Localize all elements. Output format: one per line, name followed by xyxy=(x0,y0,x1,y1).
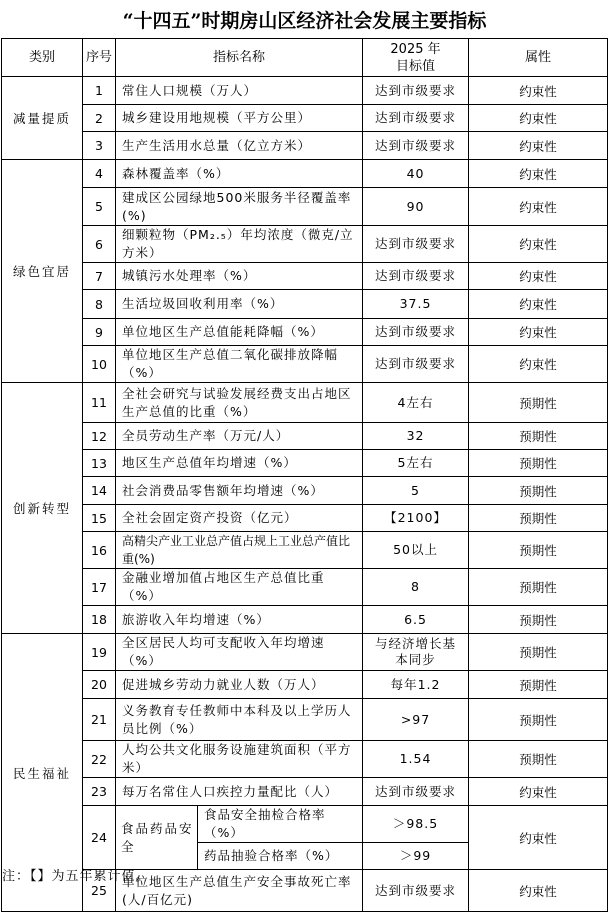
table-row xyxy=(2,160,608,188)
indicator-name: 促进城乡劳动力就业人数（万人） xyxy=(116,671,363,699)
indicator-name: 常住人口规模（万人） xyxy=(116,77,363,105)
category-cell: 绿色宜居 xyxy=(2,160,83,383)
target-value: 40 xyxy=(363,160,469,188)
attribute-value: 约束性 xyxy=(469,778,608,806)
row-number: 17 xyxy=(83,569,116,606)
indicator-name: 金融业增加值占地区生产总值比重（%） xyxy=(116,569,363,606)
indicator-name: 森林覆盖率（%） xyxy=(116,160,363,188)
target-value: 每年1.2 xyxy=(363,671,469,699)
target-value: 6.5 xyxy=(363,606,469,634)
attribute-value: 预期性 xyxy=(469,423,608,450)
indicator-name: 细颗粒物（PM₂.₅）年均浓度（微克/立方米） xyxy=(116,226,363,263)
target-value: 达到市级要求 xyxy=(363,226,469,263)
target-value: 50以上 xyxy=(363,532,469,569)
indicator-name: 全区居民人均可支配收入年均增速（%） xyxy=(116,634,363,671)
row-number: 16 xyxy=(83,532,116,569)
row-number: 15 xyxy=(83,505,116,532)
row-number: 4 xyxy=(83,160,116,188)
row-number: 2 xyxy=(83,105,116,132)
row-number: 5 xyxy=(83,188,116,226)
target-value: ＞99 xyxy=(363,843,469,870)
header-indicator: 指标名称 xyxy=(116,39,363,77)
indicator-name: 全员劳动生产率（万元/人） xyxy=(116,423,363,450)
table-row xyxy=(2,226,608,263)
attribute-value: 约束性 xyxy=(469,319,608,346)
table-row xyxy=(2,699,608,741)
row-number: 3 xyxy=(83,132,116,160)
table-row xyxy=(2,383,608,423)
target-value: ＞98.5 xyxy=(363,806,469,843)
table-row xyxy=(2,77,608,105)
indicator-name: 人均公共文化服务设施建筑面积（平方米） xyxy=(116,741,363,778)
target-value: 5左右 xyxy=(363,450,469,477)
indicator-name: 食品安全抽检合格率（%） xyxy=(198,806,363,843)
indicator-name: 药品抽验合格率（%） xyxy=(198,843,363,870)
target-value: 90 xyxy=(363,188,469,226)
attribute-value: 约束性 xyxy=(469,226,608,263)
row-number: 22 xyxy=(83,741,116,778)
target-value: 32 xyxy=(363,423,469,450)
attribute-value: 约束性 xyxy=(469,263,608,290)
target-value: 达到市级要求 xyxy=(363,263,469,290)
row-number: 13 xyxy=(83,450,116,477)
attribute-value: 预期性 xyxy=(469,569,608,606)
table-row xyxy=(2,569,608,606)
row-number: 1 xyxy=(83,77,116,105)
row-number: 10 xyxy=(83,346,116,383)
category-cell: 民生福祉 xyxy=(2,634,83,912)
indicator-name: 高精尖产业工业总产值占规上工业总产值比重(%) xyxy=(116,532,363,569)
attribute-value: 约束性 xyxy=(469,346,608,383)
indicator-name: 城乡建设用地规模（平方公里） xyxy=(116,105,363,132)
indicator-name: 社会消费品零售额年均增速（%） xyxy=(116,477,363,505)
header-target-year: 2025 年 xyxy=(390,41,441,57)
target-value: 8 xyxy=(363,569,469,606)
row-number: 12 xyxy=(83,423,116,450)
table-header-row xyxy=(2,39,608,77)
row-number: 18 xyxy=(83,606,116,634)
attribute-value: 约束性 xyxy=(469,105,608,132)
indicator-name: 地区生产总值年均增速（%） xyxy=(116,450,363,477)
header-target xyxy=(363,39,469,77)
target-value: 达到市级要求 xyxy=(363,132,469,160)
indicator-name: 义务教育专任教师中本科及以上学历人员比例（%） xyxy=(116,699,363,741)
attribute-value: 预期性 xyxy=(469,671,608,699)
header-target-label: 目标值 xyxy=(396,58,436,74)
attribute-value: 约束性 xyxy=(469,806,608,870)
attribute-value: 约束性 xyxy=(469,290,608,319)
table-row xyxy=(2,778,608,806)
attribute-value: 预期性 xyxy=(469,741,608,778)
attribute-value: 预期性 xyxy=(469,606,608,634)
indicator-table xyxy=(1,38,608,912)
row-number: 19 xyxy=(83,634,116,671)
row-number: 11 xyxy=(83,383,116,423)
target-value: 与经济增长基本同步 xyxy=(363,634,469,671)
indicator-name: 全社会固定资产投资（亿元） xyxy=(116,505,363,532)
category-cell: 减量提质 xyxy=(2,77,83,160)
table-row xyxy=(2,263,608,290)
attribute-value: 约束性 xyxy=(469,160,608,188)
row-number: 7 xyxy=(83,263,116,290)
table-row xyxy=(2,505,608,532)
row-number: 14 xyxy=(83,477,116,505)
table-row xyxy=(2,450,608,477)
attribute-value: 约束性 xyxy=(469,132,608,160)
table-row xyxy=(2,319,608,346)
target-value: 达到市级要求 xyxy=(363,77,469,105)
row-number: 25 xyxy=(83,870,116,912)
header-number: 序号 xyxy=(83,39,116,77)
category-cell: 创新转型 xyxy=(2,383,83,634)
target-value: 达到市级要求 xyxy=(363,319,469,346)
indicator-name: 单位地区生产总值生产安全事故死亡率(人/百亿元) xyxy=(116,870,363,912)
attribute-value: 预期性 xyxy=(469,532,608,569)
table-row xyxy=(2,290,608,319)
indicator-name: 旅游收入年均增速（%） xyxy=(116,606,363,634)
indicator-group: 食品药品安全 xyxy=(116,806,198,870)
table-row xyxy=(2,634,608,671)
target-value: 37.5 xyxy=(363,290,469,319)
row-number: 24 xyxy=(83,806,116,870)
attribute-value: 预期性 xyxy=(469,699,608,741)
indicator-name: 生活垃圾回收利用率（%） xyxy=(116,290,363,319)
indicator-name: 单位地区生产总值二氧化碳排放降幅（%） xyxy=(116,346,363,383)
attribute-value: 预期性 xyxy=(469,634,608,671)
attribute-value: 预期性 xyxy=(469,477,608,505)
table-row xyxy=(2,606,608,634)
target-value: 达到市级要求 xyxy=(363,105,469,132)
table-row xyxy=(2,532,608,569)
indicator-name: 全社会研究与试验发展经费支出占地区生产总值的比重（%） xyxy=(116,383,363,423)
target-value: 达到市级要求 xyxy=(363,346,469,383)
target-value: 达到市级要求 xyxy=(363,870,469,912)
table-row xyxy=(2,423,608,450)
indicator-name: 建成区公园绿地500米服务半径覆盖率(%) xyxy=(116,188,363,226)
indicator-name: 单位地区生产总值能耗降幅（%） xyxy=(116,319,363,346)
target-value: >97 xyxy=(363,699,469,741)
table-row xyxy=(2,346,608,383)
table-row xyxy=(2,105,608,132)
attribute-value: 预期性 xyxy=(469,383,608,423)
target-value: 1.54 xyxy=(363,741,469,778)
indicator-name: 城镇污水处理率（%） xyxy=(116,263,363,290)
indicator-name: 生产生活用水总量（亿立方米） xyxy=(116,132,363,160)
row-number: 9 xyxy=(83,319,116,346)
row-number: 8 xyxy=(83,290,116,319)
table-row xyxy=(2,671,608,699)
row-number: 23 xyxy=(83,778,116,806)
attribute-value: 预期性 xyxy=(469,505,608,532)
row-number: 20 xyxy=(83,671,116,699)
target-value: 5 xyxy=(363,477,469,505)
attribute-value: 预期性 xyxy=(469,450,608,477)
row-number: 6 xyxy=(83,226,116,263)
target-value: 达到市级要求 xyxy=(363,778,469,806)
table-row xyxy=(2,741,608,778)
attribute-value: 约束性 xyxy=(469,870,608,912)
table-row xyxy=(2,132,608,160)
attribute-value: 约束性 xyxy=(469,77,608,105)
row-number: 21 xyxy=(83,699,116,741)
header-attribute: 属性 xyxy=(469,39,608,77)
page-title: “十四五”时期房山区经济社会发展主要指标 xyxy=(122,10,487,32)
target-value: 4左右 xyxy=(363,383,469,423)
table-row xyxy=(2,188,608,226)
header-category: 类别 xyxy=(2,39,83,77)
table-row xyxy=(2,806,608,843)
footnote: 注：【】为五年累计值。 xyxy=(2,869,150,884)
target-value: 【2100】 xyxy=(363,505,469,532)
table-row xyxy=(2,477,608,505)
attribute-value: 约束性 xyxy=(469,188,608,226)
indicator-name: 每万名常住人口疾控力量配比（人） xyxy=(116,778,363,806)
